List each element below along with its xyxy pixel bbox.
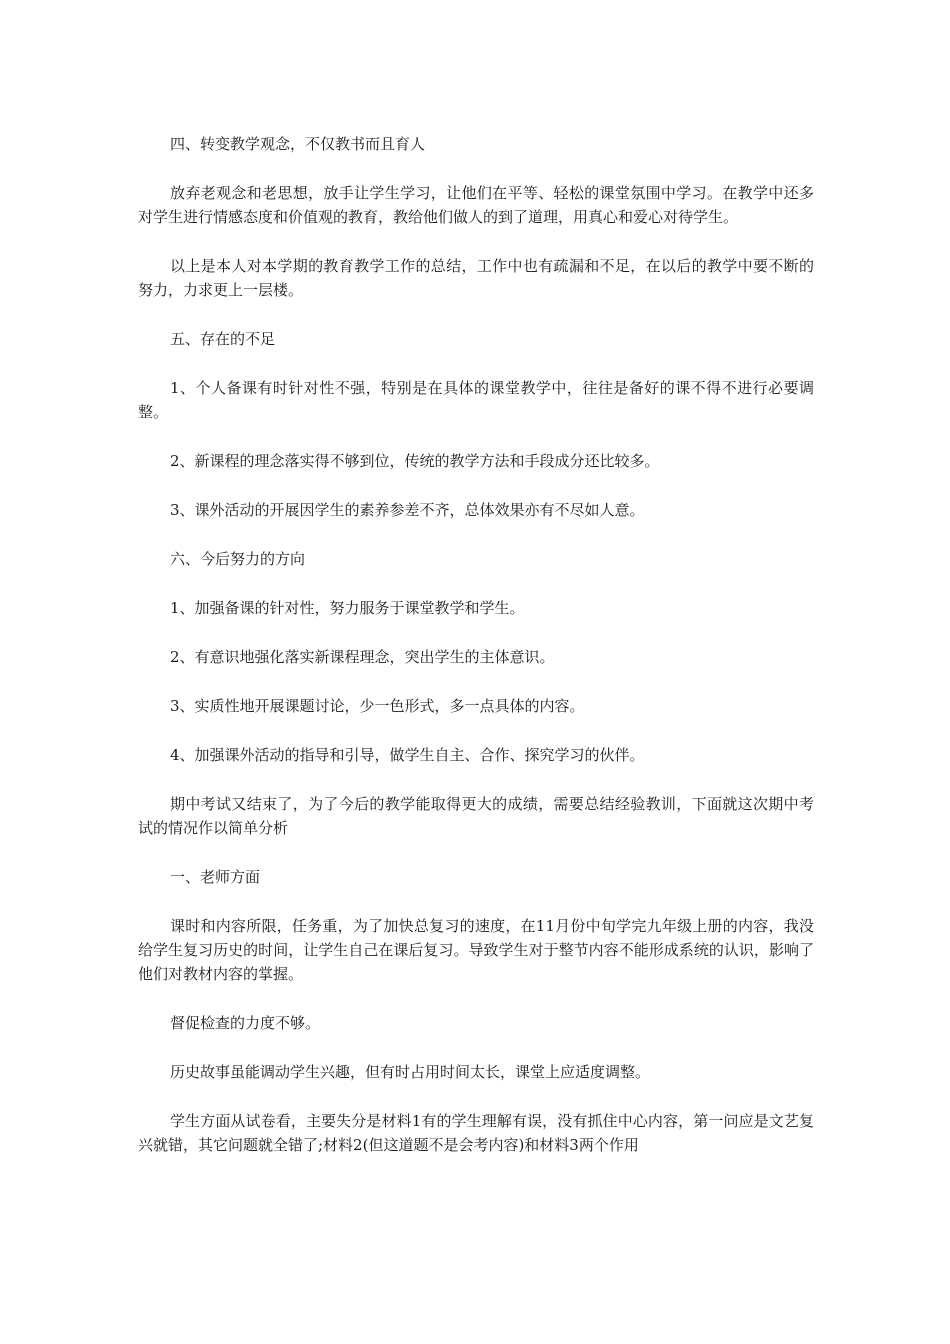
section-heading-1: 一、老师方面 [170, 868, 261, 886]
paragraph: 放弃老观念和老思想，放手让学生学习，让他们在平等、轻松的课堂氛围中学习。在教学中还多对学生进行情感态度和价值观的教育，教给他们做人的到了道理，用真心和爱心对待学生。 [138, 184, 814, 226]
list-item: 3、课外活动的开展因学生的素养参差不齐，总体效果亦有不尽如人意。 [170, 501, 645, 519]
list-item: 2、有意识地强化落实新课程理念，突出学生的主体意识。 [170, 648, 555, 666]
list-item: 4、加强课外活动的指导和引导，做学生自主、合作、探究学习的伙伴。 [170, 746, 645, 764]
paragraph: 期中考试又结束了，为了今后的教学能取得更大的成绩，需要总结经验教训，下面就这次期中考试的情况作以简单分析 [138, 795, 814, 837]
document-page [138, 132, 814, 1182]
paragraph: 以上是本人对本学期的教育教学工作的总结，工作中也有疏漏和不足，在以后的教学中要不断的努力，力求更上一层楼。 [138, 257, 814, 299]
list-item: 1、个人备课有时针对性不强，特别是在具体的课堂教学中，往往是备好的课不得不进行必要调整。 [138, 379, 814, 421]
list-item: 3、实质性地开展课题讨论，少一色形式，多一点具体的内容。 [170, 697, 585, 715]
list-item: 1、加强备课的针对性，努力服务于课堂教学和学生。 [170, 599, 525, 617]
section-heading-5: 五、存在的不足 [170, 330, 276, 348]
section-heading-4: 四、转变教学观念，不仅教书而且育人 [170, 135, 426, 153]
paragraph: 督促检查的力度不够。 [170, 1014, 321, 1032]
paragraph: 学生方面从试卷看，主要失分是材料1有的学生理解有误，没有抓住中心内容，第一问应是文艺复兴就错，其它问题就全错了;材料2(但这道题不是会考内容)和材料3两个作用 [138, 1112, 814, 1154]
section-heading-6: 六、今后努力的方向 [170, 550, 306, 568]
paragraph: 历史故事虽能调动学生兴趣，但有时占用时间太长，课堂上应适度调整。 [170, 1063, 651, 1081]
paragraph: 课时和内容所限，任务重，为了加快总复习的速度，在11月份中旬学完九年级上册的内容，我没给学生复习历史的时间，让学生自己在课后复习。导致学生对于整节内容不能形成系统的认识，影响了他们对教材内容的掌握。 [138, 917, 814, 983]
list-item: 2、新课程的理念落实得不够到位，传统的教学方法和手段成分还比较多。 [170, 452, 660, 470]
